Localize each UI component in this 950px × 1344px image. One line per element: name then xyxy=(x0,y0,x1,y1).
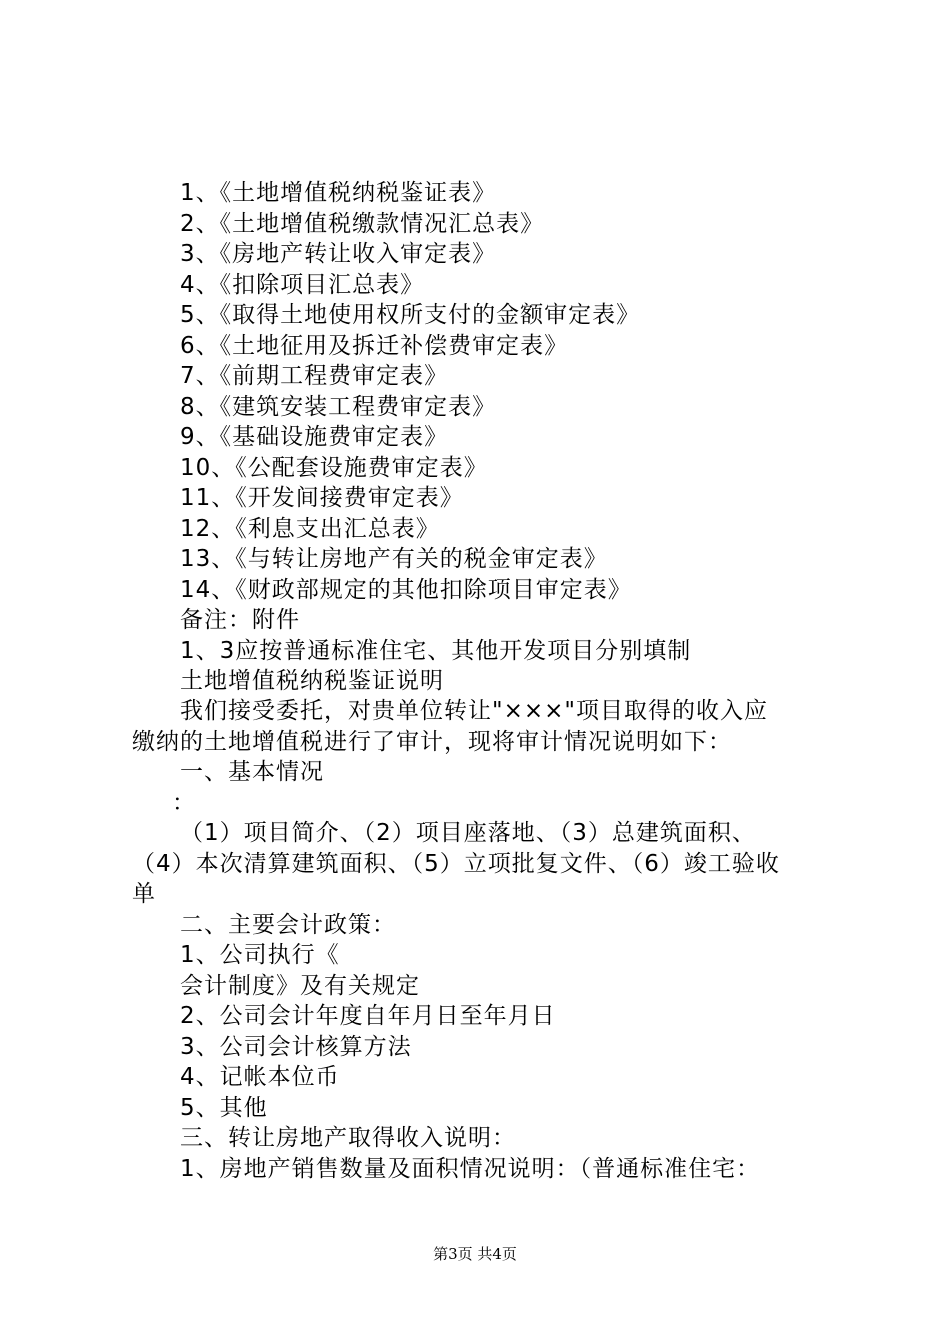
paragraph-line: （4）本次清算建筑面积、（5）立项批复文件、（6）竣工验收 xyxy=(132,851,780,877)
remark-line: 备注：附件 xyxy=(180,607,300,633)
attachment-item-13: 13、《与转让房地产有关的税金审定表》 xyxy=(180,546,608,572)
list-item: 会计制度》及有关规定 xyxy=(180,973,420,999)
heading-income: 三、转让房地产取得收入说明： xyxy=(180,1125,516,1151)
attachment-item-10: 10、《公配套设施费审定表》 xyxy=(180,455,488,481)
paragraph-line: 缴纳的土地增值税进行了审计，现将审计情况说明如下： xyxy=(132,729,732,755)
list-item: 2、公司会计年度自年月日至年月日 xyxy=(180,1003,556,1029)
attachment-item-11: 11、《开发间接费审定表》 xyxy=(180,485,464,511)
list-item: 3、公司会计核算方法 xyxy=(180,1034,412,1060)
attachment-item-4: 4、《扣除项目汇总表》 xyxy=(180,272,425,298)
attachment-item-1: 1、《土地增值税纳税鉴证表》 xyxy=(180,180,497,206)
attachment-item-14: 14、《财政部规定的其他扣除项目审定表》 xyxy=(180,577,632,603)
paragraph-line: 我们接受委托，对贵单位转让"×××"项目取得的收入应 xyxy=(180,698,768,724)
attachment-item-9: 9、《基础设施费审定表》 xyxy=(180,424,449,450)
attachment-item-5: 5、《取得土地使用权所支付的金额审定表》 xyxy=(180,302,641,328)
section-title: 土地增值税纳税鉴证说明 xyxy=(180,668,444,694)
list-item: 5、其他 xyxy=(180,1095,268,1121)
remark-note: 1、3应按普通标准住宅、其他开发项目分别填制 xyxy=(180,638,692,664)
page-number-footer: 第3页 共4页 xyxy=(433,1245,517,1263)
list-item: 4、记帐本位币 xyxy=(180,1064,340,1090)
paragraph-line: 单 xyxy=(132,881,156,907)
attachment-item-7: 7、《前期工程费审定表》 xyxy=(180,363,449,389)
list-item: 1、房地产销售数量及面积情况说明：（普通标准住宅： xyxy=(180,1156,761,1182)
colon-line: ： xyxy=(172,790,196,816)
attachment-item-6: 6、《土地征用及拆迁补偿费审定表》 xyxy=(180,333,569,359)
heading-accounting-policy: 二、主要会计政策： xyxy=(180,912,396,938)
paragraph-line: （1）项目简介、（2）项目座落地、（3）总建筑面积、 xyxy=(180,820,756,846)
list-item: 1、公司执行《 xyxy=(180,942,340,968)
attachment-item-12: 12、《利息支出汇总表》 xyxy=(180,516,440,542)
heading-basic-info: 一、基本情况 xyxy=(180,759,324,785)
attachment-item-8: 8、《建筑安装工程费审定表》 xyxy=(180,394,497,420)
attachment-item-3: 3、《房地产转让收入审定表》 xyxy=(180,241,497,267)
attachment-item-2: 2、《土地增值税缴款情况汇总表》 xyxy=(180,211,545,237)
